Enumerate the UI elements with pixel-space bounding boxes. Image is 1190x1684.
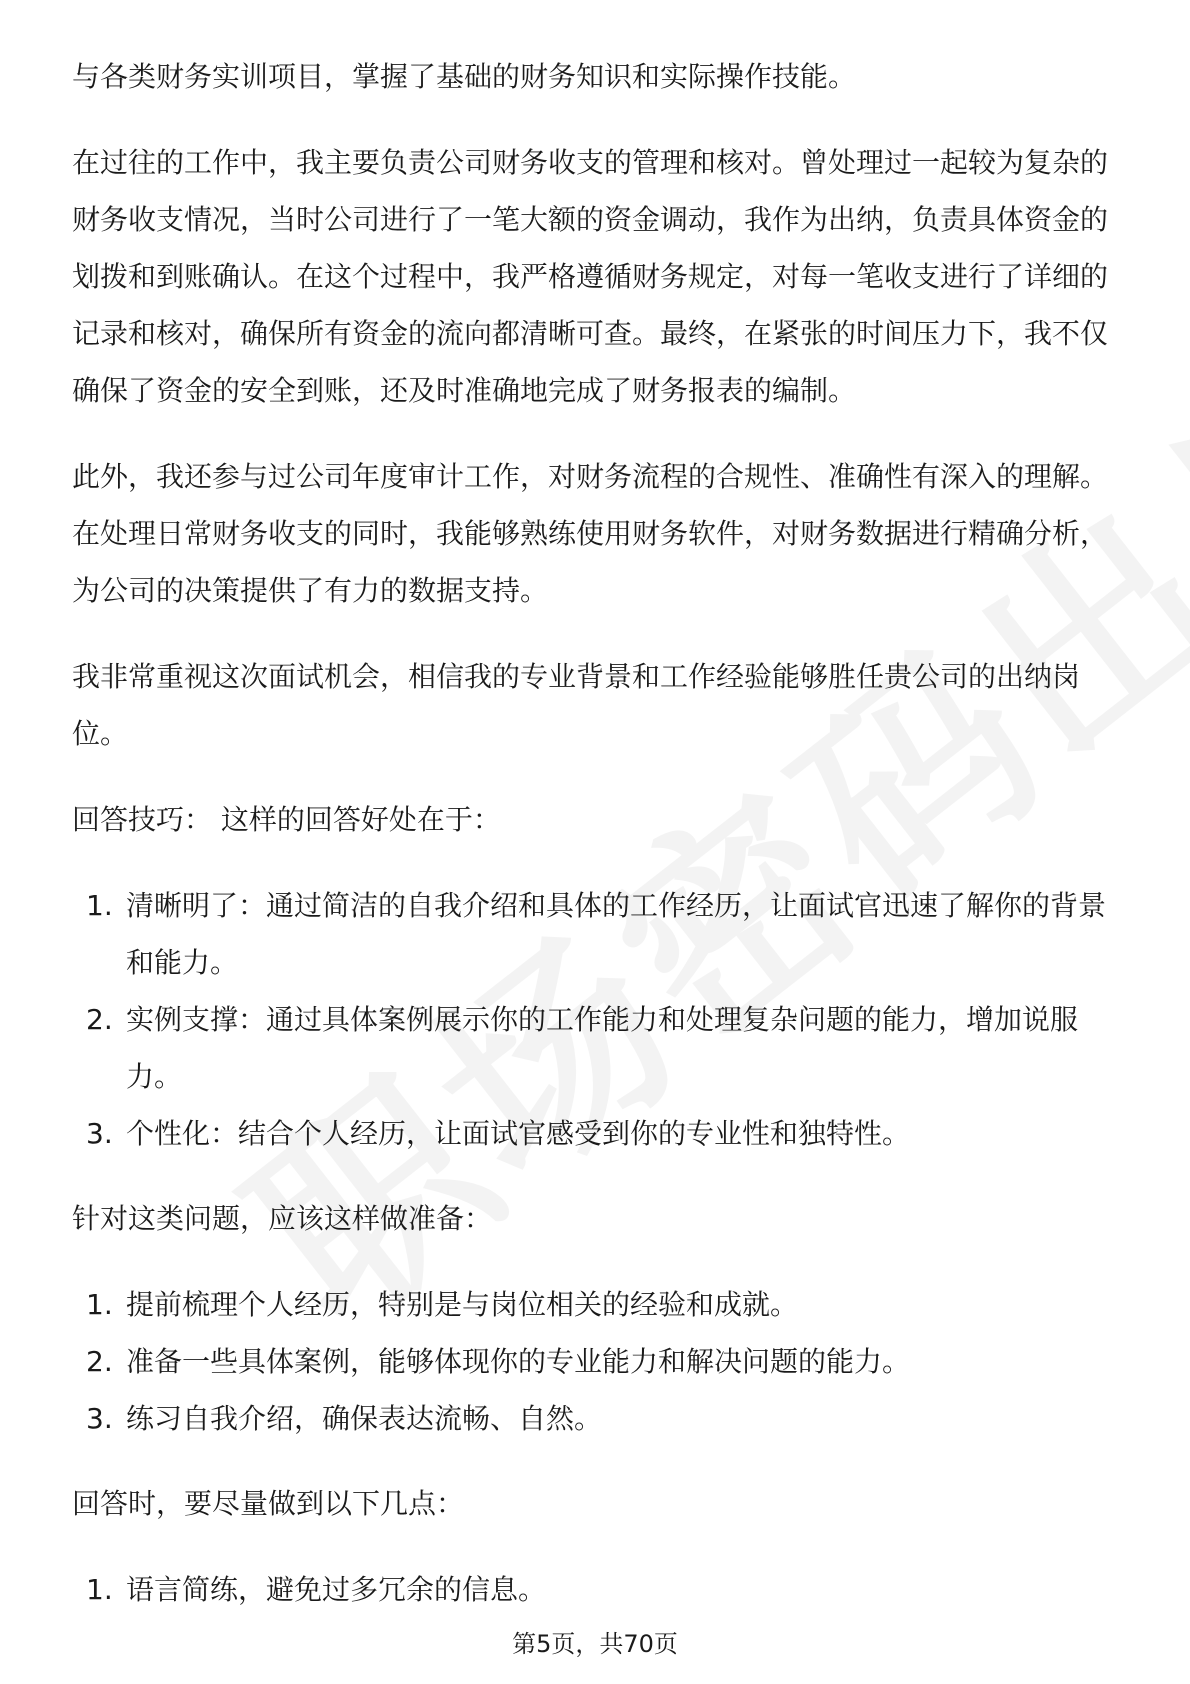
heading-answer-points: 回答时，要尽量做到以下几点： xyxy=(72,1487,465,1520)
paragraph-closing: 我非常重视这次面试机会，相信我的专业背景和工作经验能够胜任贵公司的出纳岗位。 xyxy=(72,660,1081,750)
list-number: 2. xyxy=(86,1003,113,1036)
list-item xyxy=(72,1333,1122,1390)
list-number: 1. xyxy=(86,1573,113,1606)
list-item xyxy=(72,1390,1122,1447)
paragraph-work-experience: 在过往的工作中，我主要负责公司财务收支的管理和核对。曾处理过一起较为复杂的财务收支情况，当时公司进行了一笔大额的资金调动，我作为出纳，负责具体资金的划拨和到账确认。在这个过程中，我严格遵循财务规定，对每一笔收支进行了详细的记录和核对，确保所有资金的流向都清晰可查。最终，在紧张的时间压力下，我不仅确保了资金的安全到账，还及时准确地完成了财务报表的编制。 xyxy=(72,146,1109,407)
list-text: 提前梳理个人经历，特别是与岗位相关的经验和成就。 xyxy=(126,1288,799,1321)
list-number: 1. xyxy=(86,1288,113,1321)
list-item xyxy=(72,991,1122,1105)
answer-points-list xyxy=(72,1561,1122,1618)
list-item xyxy=(72,1276,1122,1333)
list-item xyxy=(72,1561,1122,1618)
paragraph-intro-continued: 与各类财务实训项目，掌握了基础的财务知识和实际操作技能。 xyxy=(72,60,857,93)
preparation-list xyxy=(72,1276,1122,1447)
list-item xyxy=(72,1105,1122,1162)
list-item xyxy=(72,877,1122,991)
list-text: 准备一些具体案例，能够体现你的专业能力和解决问题的能力。 xyxy=(126,1345,911,1378)
list-text: 练习自我介绍，确保表达流畅、自然。 xyxy=(126,1402,603,1435)
list-text: 实例支撑：通过具体案例展示你的工作能力和处理复杂问题的能力，增加说服力。 xyxy=(126,1003,1079,1093)
list-text: 清晰明了：通过简洁的自我介绍和具体的工作经历，让面试官迅速了解你的背景和能力。 xyxy=(126,889,1107,979)
tips-list xyxy=(72,877,1122,1162)
page-content xyxy=(72,48,1122,1646)
list-text: 个性化：结合个人经历，让面试官感受到你的专业性和独特性。 xyxy=(126,1117,911,1150)
list-number: 3. xyxy=(86,1117,113,1150)
paragraph-audit-experience: 此外，我还参与过公司年度审计工作，对财务流程的合规性、准确性有深入的理解。在处理日常财务收支的同时，我能够熟练使用财务软件，对财务数据进行精确分析，为公司的决策提供了有力的数据支持。 xyxy=(72,460,1109,607)
heading-preparation: 针对这类问题，应该这样做准备： xyxy=(72,1202,493,1235)
list-text: 语言简练，避免过多冗余的信息。 xyxy=(126,1573,547,1606)
list-number: 1. xyxy=(86,889,113,922)
list-number: 2. xyxy=(86,1345,113,1378)
list-number: 3. xyxy=(86,1402,113,1435)
heading-answer-tips: 回答技巧： 这样的回答好处在于： xyxy=(72,803,501,836)
page-number-footer: 第5页，共70页 xyxy=(512,1630,678,1658)
